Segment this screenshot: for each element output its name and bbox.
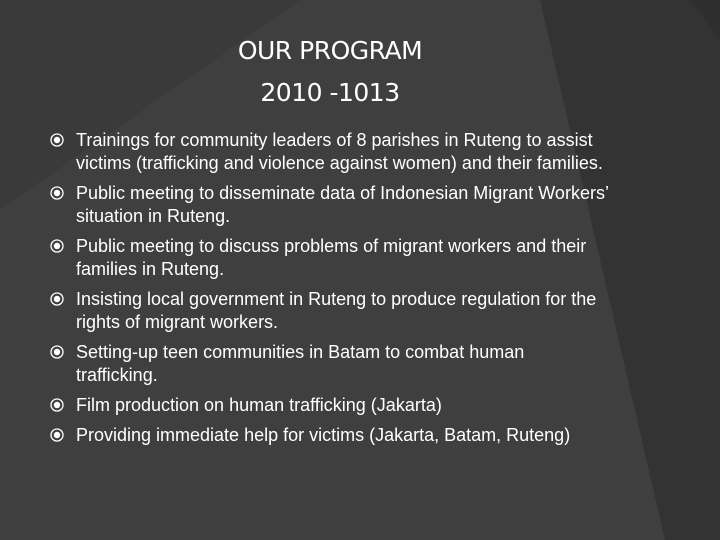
title-line-2: 2010 -1013 [260,78,400,107]
bullet-item [50,129,610,175]
circle-target-icon [50,133,64,147]
bullet-list [50,129,610,454]
slide-title [0,30,660,114]
bullet-item [50,182,610,228]
bullet-text: Public meeting to disseminate data of Indonesian Migrant Workers’ situation in Ruteng. [76,183,609,226]
bullet-text: Public meeting to discuss problems of migrant workers and their families in Ruteng. [76,236,587,279]
bullet-item [50,424,610,447]
bullet-text: Setting-up teen communities in Batam to combat human trafficking. [76,342,525,385]
bullet-text: Trainings for community leaders of 8 parishes in Ruteng to assist victims (trafficking and violence against women) and their families. [76,130,603,173]
bullet-item [50,235,610,281]
circle-target-icon [50,186,64,200]
circle-target-icon [50,239,64,253]
title-line-1: OUR PROGRAM [237,36,423,65]
bullet-item [50,394,610,417]
bullet-item [50,341,610,387]
circle-target-icon [50,428,64,442]
circle-target-icon [50,292,64,306]
bullet-text: Film production on human trafficking (Jakarta) [76,395,442,415]
bullet-text: Providing immediate help for victims (Jakarta, Batam, Ruteng) [76,425,571,445]
bullet-text: Insisting local government in Ruteng to produce regulation for the rights of migrant workers. [76,289,597,332]
circle-target-icon [50,398,64,412]
circle-target-icon [50,345,64,359]
bullet-item [50,288,610,334]
